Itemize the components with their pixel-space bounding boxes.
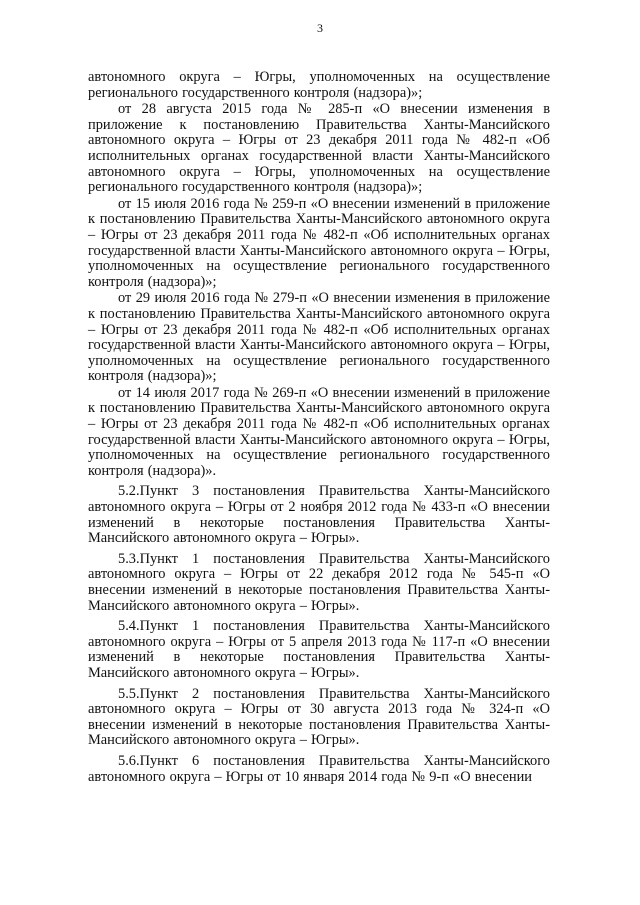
paragraph-point-5-2: 5.2.Пункт 3 постановления Правительства Ханты-Мансийского автономного округа – Югры от 2 ноября 2012 года № 433-п «О внесении изменений в некоторые постановления Правительства Ханты-Мансийского автономного округа – Югры».: [88, 483, 550, 547]
paragraph-resolution-279: от 29 июля 2016 года № 279-п «О внесении изменения в приложение к постановлению Правительства Ханты-Мансийского автономного округа – Югры от 23 декабря 2011 года № 482-п «Об исполнительных органах государственной власти Ханты-Мансийского автономного округа – Югры, уполномоченных на осуществление регионального государственного контроля (надзора)»;: [88, 290, 550, 385]
paragraph-point-5-5: 5.5.Пункт 2 постановления Правительства Ханты-Мансийского автономного округа – Югры от 30 августа 2013 года № 324-п «О внесении изменений в некоторые постановления Правительства Ханты-Мансийского автономного округа – Югры».: [88, 685, 550, 749]
paragraph-continuation: автономного округа – Югры, уполномоченных на осуществление регионального государственного контроля (надзора)»;: [88, 69, 550, 101]
paragraph-point-5-6: 5.6.Пункт 6 постановления Правительства Ханты-Мансийского автономного округа – Югры от 10 января 2014 года № 9-п «О внесении: [88, 752, 550, 785]
paragraph-resolution-269: от 14 июля 2017 года № 269-п «О внесении изменений в приложение к постановлению Правительства Ханты-Мансийского автономного округа – Югры от 23 декабря 2011 года № 482-п «Об исполнительных органах государственной власти Ханты-Мансийского автономного округа – Югры, уполномоченных на осуществление регионального государственного контроля (надзора)».: [88, 384, 550, 479]
paragraph-resolution-285: от 28 августа 2015 года № 285-п «О внесении изменения в приложение к постановлению Правительства Ханты-Мансийского автономного округа – Югры от 23 декабря 2011 года № 482-п «Об исполнительных органах государственной власти Ханты-Мансийского автономного округа – Югры, уполномоченных на осуществление регионального государственного контроля (надзора)»;: [88, 101, 550, 196]
paragraph-resolution-259: от 15 июля 2016 года № 259-п «О внесении изменений в приложение к постановлению Правительства Ханты-Мансийского автономного округа – Югры от 23 декабря 2011 года № 482-п «Об исполнительных органах государственной власти Ханты-Мансийского автономного округа – Югры, уполномоченных на осуществление регионального государственного контроля (надзора)»;: [88, 195, 550, 290]
page-number: 3: [317, 21, 323, 35]
document-body: [88, 70, 550, 790]
paragraph-point-5-4: 5.4.Пункт 1 постановления Правительства Ханты-Мансийского автономного округа – Югры от 5 апреля 2013 года № 117-п «О внесении изменений в некоторые постановления Правительства Ханты-Мансийского автономного округа – Югры».: [88, 618, 550, 681]
paragraph-point-5-3: 5.3.Пункт 1 постановления Правительства Ханты-Мансийского автономного округа – Югры от 22 декабря 2012 года № 545-п «О внесении изменений в некоторые постановления Правительства Ханты-Мансийского автономного округа – Югры».: [88, 550, 550, 614]
